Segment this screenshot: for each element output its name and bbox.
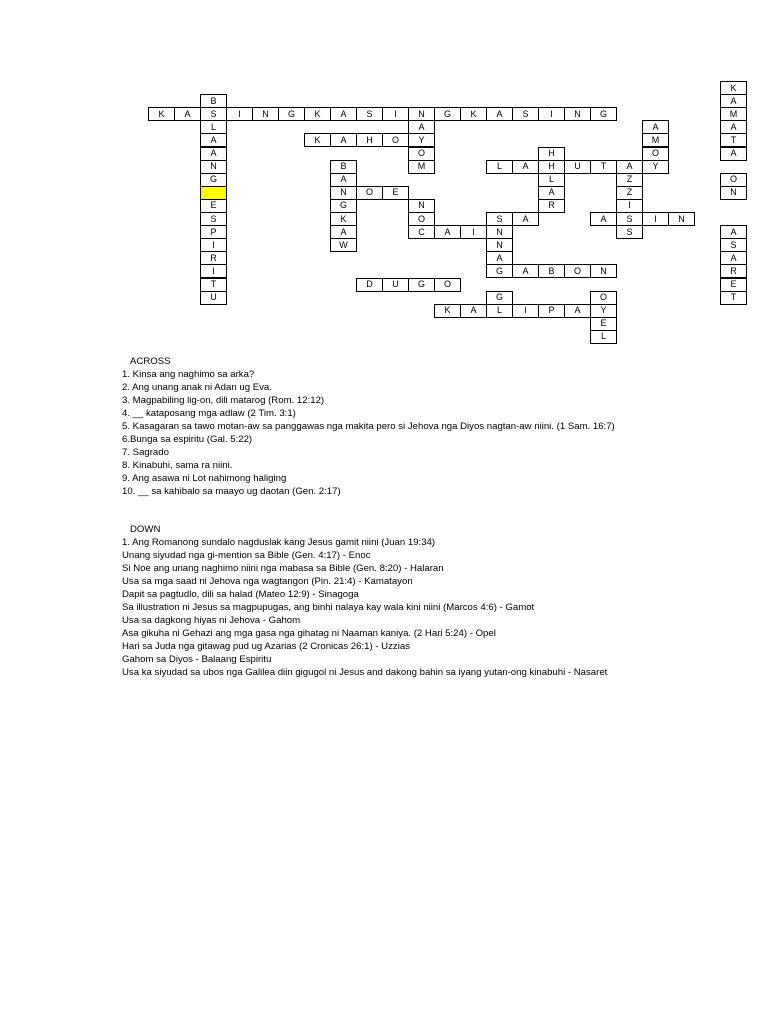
across-heading: ACROSS (130, 356, 171, 367)
crossword-cell: N (720, 186, 747, 200)
crossword-cell: S (200, 107, 227, 121)
down-clues (122, 523, 607, 679)
crossword-cell: N (408, 199, 435, 213)
crossword-cell: A (408, 120, 435, 134)
crossword-cell: G (408, 278, 435, 292)
crossword-cell: N (252, 107, 279, 121)
crossword-cell: A (512, 212, 539, 226)
crossword-cell: T (720, 133, 747, 147)
crossword-cell: G (486, 264, 513, 278)
crossword-cell: G (486, 291, 513, 305)
crossword-cell: A (330, 173, 357, 187)
crossword-cell: U (200, 291, 227, 305)
crossword-cell: E (720, 278, 747, 292)
crossword-cell: L (590, 330, 617, 344)
crossword-cell: N (486, 225, 513, 239)
crossword-cell: U (564, 160, 591, 174)
crossword-cell: O (642, 147, 669, 161)
crossword-cell: E (382, 186, 409, 200)
crossword-cell: A (590, 212, 617, 226)
crossword-cell: M (642, 133, 669, 147)
across-clue: 4. __ kataposang mga adlaw (2 Tim. 3:1) (122, 408, 296, 419)
crossword-cell: Y (590, 304, 617, 318)
down-clue: Asa gikuha ni Gehazi ang mga gasa nga gihatag ni Naaman kaniya. (2 Hari 5:24) - Opel (122, 628, 496, 639)
crossword-cell: S (720, 238, 747, 252)
crossword-cell: K (434, 304, 461, 318)
crossword-cell: A (512, 264, 539, 278)
across-clue: 7. Sagrado (122, 447, 169, 458)
across-clue: 6.Bunga sa espiritu (Gal. 5:22) (122, 434, 253, 445)
crossword-cell: C (408, 225, 435, 239)
crossword-cell: L (538, 173, 565, 187)
crossword-cell: T (720, 291, 747, 305)
crossword-cell: I (616, 199, 643, 213)
crossword-cell: G (330, 199, 357, 213)
crossword-cell: T (200, 278, 227, 292)
crossword-grid (0, 0, 768, 360)
crossword-cell: H (356, 133, 383, 147)
crossword-cell: I (512, 304, 539, 318)
crossword-cell: K (330, 212, 357, 226)
crossword-cell: P (538, 304, 565, 318)
down-clue: 1. Ang Romanong sundalo nagduslak kang Jesus gamit niini (Juan 19:34) (122, 537, 436, 548)
down-heading: DOWN (130, 524, 161, 535)
crossword-cell: K (304, 107, 331, 121)
crossword-cell: N (200, 160, 227, 174)
crossword-cell: G (278, 107, 305, 121)
crossword-cell: E (200, 199, 227, 213)
down-clue: Gahom sa Diyos - Balaang Espiritu (122, 654, 272, 665)
crossword-cell: B (538, 264, 565, 278)
crossword-cell: L (200, 120, 227, 134)
crossword-cell: N (590, 264, 617, 278)
crossword-cell: H (538, 160, 565, 174)
crossword-cell: A (642, 120, 669, 134)
crossword-cell: N (408, 107, 435, 121)
across-clue: 9. Ang asawa ni Lot nahimong haliging (122, 473, 287, 484)
across-clue: 8. Kinabuhi, sama ra niini. (122, 460, 233, 471)
crossword-cell: A (720, 225, 747, 239)
crossword-cell: I (200, 238, 227, 252)
crossword-cell: A (174, 107, 201, 121)
crossword-cell: I (460, 225, 487, 239)
crossword-cell: M (720, 107, 747, 121)
across-clue: 10. __ sa kahibalo sa maayo ug daotan (Gen. 2:17) (122, 486, 341, 497)
crossword-cell: O (408, 147, 435, 161)
crossword-cell: O (720, 173, 747, 187)
crossword-cell: I (200, 264, 227, 278)
crossword-cell: S (616, 212, 643, 226)
crossword-cell: I (642, 212, 669, 226)
crossword-cell: W (330, 238, 357, 252)
down-clue: Usa sa dagkong hiyas ni Jehova - Gahom (122, 615, 301, 626)
down-clue: Sa illustration ni Jesus sa magpupugas, ang binhi nalaya kay wala kini niini (Marcos 4:6) - Gamot (122, 602, 535, 613)
crossword-cell: A (460, 304, 487, 318)
crossword-cell: L (486, 304, 513, 318)
across-clues (122, 355, 615, 498)
crossword-cell: L (486, 160, 513, 174)
crossword-cell: Z (616, 186, 643, 200)
down-clue: Usa ka siyudad sa ubos nga Galilea diin gigugol ni Jesus and dakong bahin sa iyang yutan-ong kinabuhi - Nasaret (122, 667, 608, 678)
crossword-cell: I (226, 107, 253, 121)
crossword-cell: K (720, 81, 747, 95)
crossword-cell: A (616, 160, 643, 174)
crossword-cell: S (200, 212, 227, 226)
crossword-cell: A (330, 133, 357, 147)
crossword-cell: Z (616, 173, 643, 187)
highlighted-cell (200, 186, 227, 200)
crossword-cell: S (616, 225, 643, 239)
crossword-cell: A (200, 147, 227, 161)
crossword-cell: A (720, 94, 747, 108)
crossword-cell: M (408, 160, 435, 174)
crossword-cell: A (434, 225, 461, 239)
down-clue: Usa sa mga saad ni Jehova nga wagtangon (Pin. 21:4) - Kamatayon (122, 576, 413, 587)
crossword-cell: O (434, 278, 461, 292)
crossword-cell: Y (642, 160, 669, 174)
across-clue: 5. Kasagaran sa tawo motan-aw sa panggawas nga makita pero si Jehova nga Diyos nagtan-aw niini. (1 Sam. 16:7) (122, 421, 615, 432)
down-clue: Si Noe ang unang naghimo niini nga mabasa sa Bible (Gen. 8:20) - Halaran (122, 563, 444, 574)
crossword-cell: T (590, 160, 617, 174)
crossword-cell: N (564, 107, 591, 121)
across-clue: 3. Magpabiling lig-on, dili matarog (Rom. 12:12) (122, 395, 325, 406)
crossword-cell: K (148, 107, 175, 121)
crossword-cell: A (486, 107, 513, 121)
crossword-cell: G (590, 107, 617, 121)
crossword-cell: B (200, 94, 227, 108)
crossword-cell: N (486, 238, 513, 252)
crossword-cell: S (512, 107, 539, 121)
crossword-cell: S (356, 107, 383, 121)
crossword-cell: G (434, 107, 461, 121)
across-clue: 2. Ang unang anak ni Adan ug Eva. (122, 382, 272, 393)
crossword-cell: A (564, 304, 591, 318)
crossword-cell: G (200, 173, 227, 187)
crossword-cell: A (720, 120, 747, 134)
crossword-cell: I (382, 107, 409, 121)
crossword-cell: H (538, 147, 565, 161)
crossword-cell: U (382, 278, 409, 292)
crossword-cell: I (538, 107, 565, 121)
down-clue: Dapit sa pagtudlo, dili sa halad (Mateo 12:9) - Sinagoga (122, 589, 359, 600)
crossword-cell: A (720, 251, 747, 265)
crossword-cell: O (356, 186, 383, 200)
crossword-cell: D (356, 278, 383, 292)
crossword-cell: A (486, 251, 513, 265)
crossword-cell: R (720, 264, 747, 278)
crossword-cell: E (590, 317, 617, 331)
crossword-cell: A (330, 107, 357, 121)
crossword-cell: P (200, 225, 227, 239)
crossword-cell: B (330, 160, 357, 174)
crossword-cell: O (564, 264, 591, 278)
crossword-cell: R (538, 199, 565, 213)
crossword-cell: A (512, 160, 539, 174)
crossword-cell: A (720, 147, 747, 161)
crossword-cell: O (590, 291, 617, 305)
crossword-cell: A (200, 133, 227, 147)
down-clue: Unang siyudad nga gi-mention sa Bible (Gen. 4:17) - Enoc (122, 550, 371, 561)
crossword-cell: O (382, 133, 409, 147)
crossword-cell: N (668, 212, 695, 226)
crossword-cell: R (200, 251, 227, 265)
crossword-cell: K (304, 133, 331, 147)
down-clue: Hari sa Juda nga gitawag pud ug Azarias (2 Cronicas 26:1) - Uzzias (122, 641, 410, 652)
crossword-cell: S (486, 212, 513, 226)
crossword-cell: A (330, 225, 357, 239)
crossword-cell: A (538, 186, 565, 200)
across-clue: 1. Kinsa ang naghimo sa arka? (122, 369, 255, 380)
crossword-cell: O (408, 212, 435, 226)
crossword-cell: Y (408, 133, 435, 147)
down-clue-list (122, 536, 607, 679)
crossword-cell: N (330, 186, 357, 200)
across-clue-list (122, 368, 615, 498)
crossword-cell: K (460, 107, 487, 121)
